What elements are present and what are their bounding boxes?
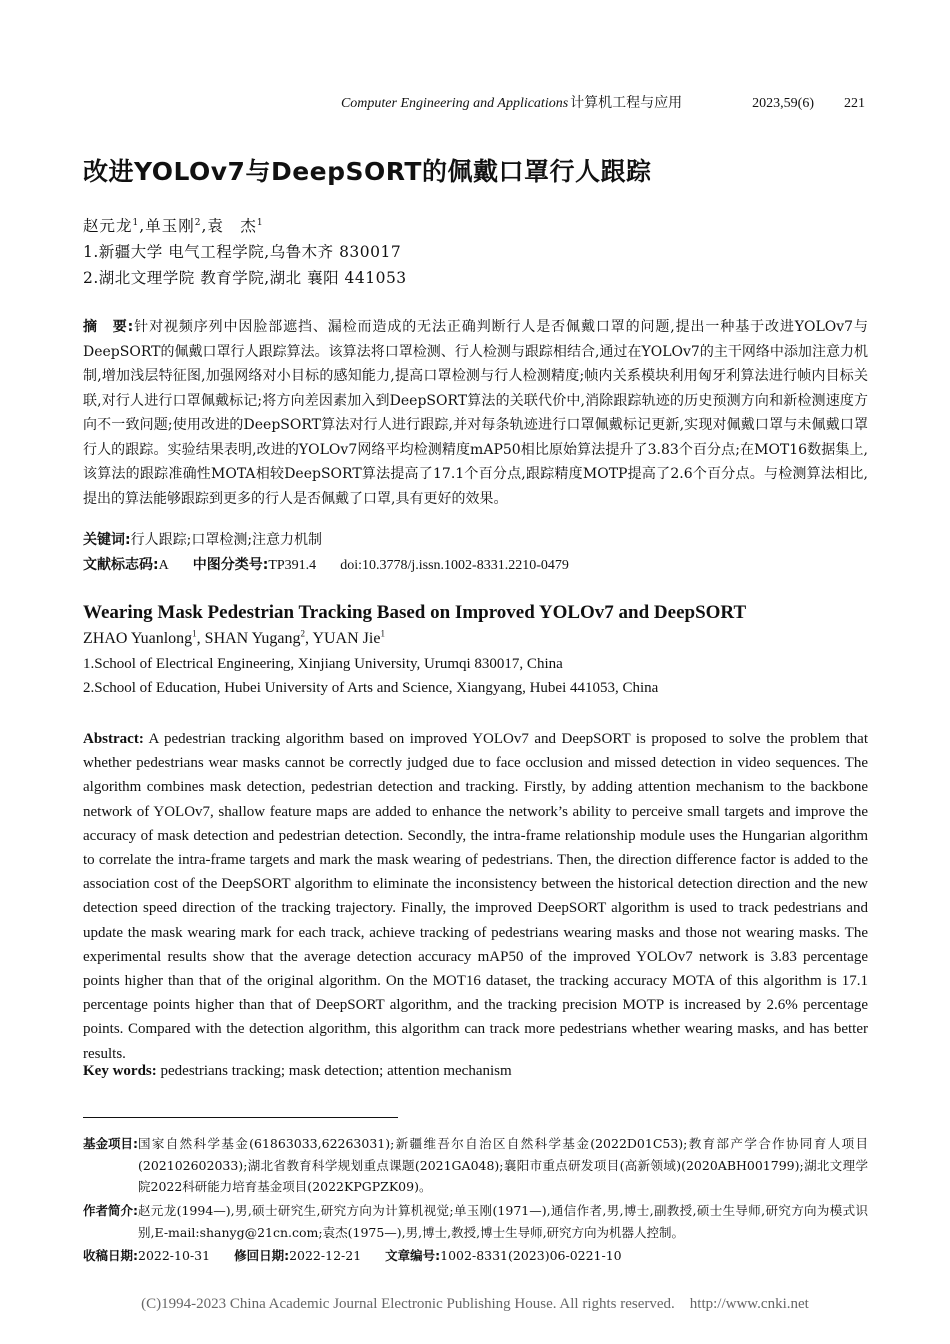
author-3: 袁 杰 <box>207 217 257 235</box>
abstract-cn-label: 摘 要: <box>83 319 134 335</box>
keywords-en-text: pedestrians tracking; mask detection; attention mechanism <box>160 1063 512 1079</box>
affiliation-2-en: 2.School of Education, Hubei University of Arts and Science, Xiangyang, Hubei 441053, China <box>83 680 659 696</box>
page-number: 221 <box>844 96 865 111</box>
author-3-en: YUAN Jie <box>312 630 381 647</box>
authors-en: ZHAO Yuanlong$^1$, SHAN Yugang$^2$, YUAN Jie$^1$ <box>83 628 385 647</box>
running-header <box>0 92 865 112</box>
title-en: Wearing Mask Pedestrian Tracking Based on Improved YOLOv7 and DeepSORT <box>83 602 747 623</box>
title-cn: 改进YOLOv7与DeepSORT的佩戴口罩行人跟踪 <box>83 157 652 186</box>
received-date: 2022-10-31 <box>138 1248 211 1263</box>
fund-text: 国家自然科学基金(61863033,62263031);新疆维吾尔自治区自然科学基金(2022D01C53);教育部产学合作协同育人项目(202102602033);湖北省教育科学规划重点课题(2021GA048);襄阳市重点研发项目(高新领域)(2020ABH001799);湖北文理学院2022科研能力培育基金项目(2022KPGPZK09)。 <box>138 1136 868 1194</box>
keywords-cn-text: 行人跟踪;口罩检测;注意力机制 <box>130 532 323 548</box>
journal-name-en: Computer Engineering and Applications <box>340 96 569 111</box>
keywords-cn-label: 关键词: <box>83 532 131 548</box>
affiliation-2-cn: 2.湖北文理学院 教育学院,湖北 襄阳 441053 <box>83 269 407 287</box>
abstract-en-text: A pedestrian tracking algorithm based on improved YOLOv7 and DeepSORT is proposed to solve the problem that whether pedestrians wear masks cannot be correctly judged due to face occlusion and missed detection in video sequences. The algorithm combines mask detection, pedestrian detection and tracking. Firstly, by adding attention mechanism to the backbone network of YOLOv7, shallow feature maps are added to enhance the network’s ability to perceive small targets and improve the accuracy of mask detection and pedestrian detection. Secondly, the intra-frame relationship module uses the Hungarian algorithm to correlate the intra-frame targets and mark the mask wearing of pedestrians. Then, the direction difference factor is added to the association cost of the DeepSORT algorithm to eliminate the inconsistency between the historical detection direction and the new detection speed direction of the tracking trajectory. Finally, the improved DeepSORT algorithm is used to track pedestrians and update the mask wearing mark for each track, achieve tracking of pedestrians wearing masks and those not wearing masks. The experimental results show that the average detection accuracy mAP50 of the improved YOLOv7 network is 3.83 percentage points higher than that of the original algorithm. On the MOT16 dataset, the tracking accuracy MOTA of this algorithm is 17.1 percentage points higher than that of DeepSORT algorithm, and the tracking precision MOTP is increased by 2.6% percentage points. Compared with the detection algorithm, this algorithm can track more pedestrians whether wearing masks, and has better results. <box>83 731 868 1062</box>
author-bio-text: 赵元龙(1994—),男,硕士研究生,研究方向为计算机视觉;单玉刚(1971—),通信作者,男,博士,副教授,硕士生导师,研究方向为模式识别,E-mail:shanyg@21cn.com;袁杰(1975—),男,博士,教授,博士生导师,研究方向为机器人控制。 <box>138 1203 868 1240</box>
affiliation-1-en: 1.School of Electrical Engineering, Xinjiang University, Urumqi 830017, China <box>83 656 563 672</box>
author-bio-label: 作者简介: <box>83 1203 138 1218</box>
footnote-divider <box>83 1117 398 1118</box>
abstract-en-label: Abstract: <box>83 731 144 747</box>
document-info <box>83 554 569 574</box>
volume-issue: 2023,59(6) <box>752 96 814 111</box>
received-label: 收稿日期: <box>83 1248 138 1263</box>
author-3-en-affil: 1 <box>380 628 385 639</box>
author-2: 单玉刚 <box>145 217 195 235</box>
copyright-footer: (C)1994-2023 China Academic Journal Electronic Publishing House. All rights reserved. http://www.cnki.net <box>141 1296 809 1312</box>
doi: doi:10.3778/j.issn.1002-8331.2210-0479 <box>340 558 569 573</box>
abstract-cn-text: 针对视频序列中因脸部遮挡、漏检而造成的无法正确判断行人是否佩戴口罩的问题,提出一种基于改进YOLOv7与DeepSORT的佩戴口罩行人跟踪算法。该算法将口罩检测、行人检测与跟踪相结合,通过在YOLOv7的主干网络中添加注意力机制,增加浅层特征图,加强网络对小目标的感知能力,提高口罩检测与行人检测精度;帧内关系模块利用匈牙利算法进行帧内目标关联,对行人进行口罩佩戴标记;将方向差因素加入到DeepSORT算法的关联代价中,消除跟踪轨迹的历史预测方向和新检测速度方向不一致问题;使用改进的DeepSORT算法对行人进行跟踪,并对每条轨迹进行口罩佩戴标记更新,实现对佩戴口罩与未佩戴口罩行人的跟踪。实验结果表明,改进的YOLOv7网络平均检测精度mAP50相比原始算法提升了3.83个百分点;在MOT16数据集上,该算法的跟踪准确性MOTA相较DeepSORT算法提高了17.1个百分点,跟踪精度MOTP提高了2.6个百分点。与检测算法相比,提出的算法能够跟踪到更多的行人是否佩戴了口罩,具有更好的效果。 <box>83 319 868 507</box>
author-3-affil: 1 <box>256 217 264 228</box>
class-number: TP391.4 <box>268 558 317 573</box>
keywords-cn <box>83 529 322 549</box>
footnote-author <box>83 1200 868 1243</box>
fund-label: 基金项目: <box>83 1136 138 1151</box>
journal-name-cn: 计算机工程与应用 <box>570 95 683 111</box>
author-1-en-affil: 1 <box>192 628 197 639</box>
author-1: 赵元龙 <box>83 217 133 235</box>
class-number-label: 中图分类号: <box>192 557 269 573</box>
authors-cn: 赵元龙$^1$,单玉刚$^2$,袁 杰$^1$ <box>83 217 264 235</box>
author-2-en: SHAN Yugang <box>204 630 301 647</box>
doc-code-label: 文献标志码: <box>83 557 159 573</box>
doc-code: A <box>158 558 169 573</box>
keywords-en <box>83 1063 512 1080</box>
footnote-fund <box>83 1133 868 1198</box>
revised-date: 2022-12-21 <box>289 1248 362 1263</box>
author-1-affil: 1 <box>132 217 140 228</box>
abstract-cn <box>83 315 868 511</box>
revised-label: 修回日期: <box>234 1248 290 1263</box>
article-number-label: 文章编号: <box>385 1248 441 1263</box>
author-2-en-affil: 2 <box>300 628 306 639</box>
article-number: 1002-8331(2023)06-0221-10 <box>440 1248 622 1263</box>
keywords-en-label: Key words: <box>83 1063 157 1079</box>
author-2-affil: 2 <box>194 217 202 228</box>
author-1-en: ZHAO Yuanlong <box>83 630 193 647</box>
footnote-dates <box>83 1245 868 1267</box>
abstract-en <box>83 727 868 1066</box>
affiliation-1-cn: 1.新疆大学 电气工程学院,乌鲁木齐 830017 <box>83 243 402 261</box>
